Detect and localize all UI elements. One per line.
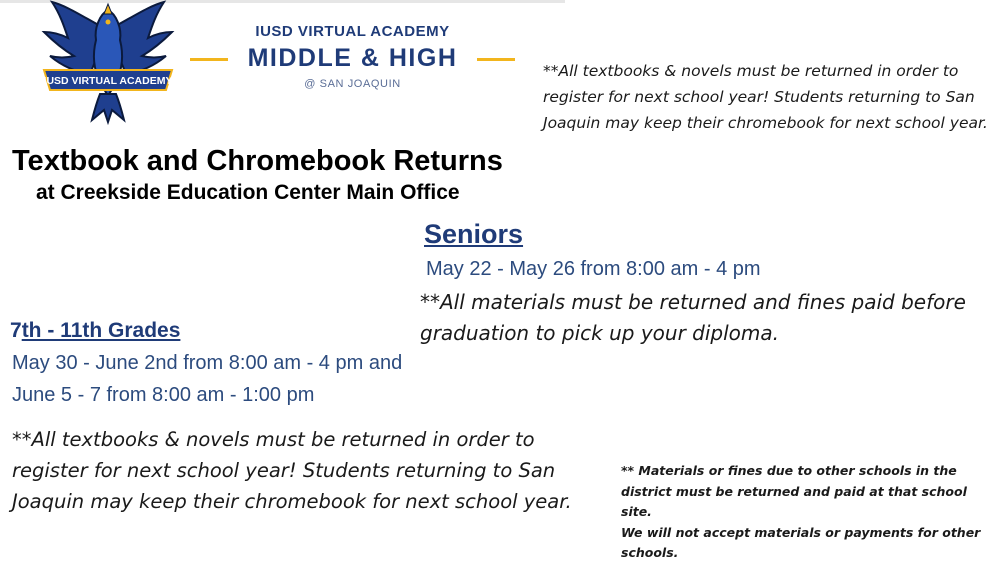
grades-heading-rest: th - 11th Grades <box>21 319 181 342</box>
gold-dash-right <box>477 58 515 61</box>
textbook-return-note-top: **All textbooks & novels must be returned in order to register for next school year! Students returning to San Joaquin may keep their chromebook for next school year. <box>543 62 988 132</box>
grades-heading <box>10 319 180 343</box>
logo-banner-text: IUSD VIRTUAL ACADEMY <box>43 75 173 87</box>
page-subtitle: at Creekside Education Center Main Office <box>36 181 460 204</box>
phoenix-logo <box>38 0 178 125</box>
academy-name: IUSD VIRTUAL ACADEMY <box>255 23 450 40</box>
grades-dates-line-1: May 30 - June 2nd from 8:00 am - 4 pm and <box>12 352 403 374</box>
grades-heading-prefix: 7 <box>10 319 22 342</box>
seniors-dates: May 22 - May 26 from 8:00 am - 4 pm <box>426 258 761 280</box>
program-title: MIDDLE & HIGH <box>247 44 458 72</box>
phoenix-logo-graphic <box>38 0 178 125</box>
program-title-row <box>190 44 515 74</box>
campus-name: @ SAN JOAQUIN <box>304 78 401 90</box>
gold-dash-left <box>190 58 228 61</box>
seniors-note: **All materials must be returned and fines paid before graduation to pick up your diploma. <box>420 290 966 345</box>
textbook-return-note-bottom: **All textbooks & novels must be returned in order to register for next school year! Students returning to San Joaquin may keep their chromebook for next school year. <box>12 428 572 513</box>
district-materials-note: ** Materials or fines due to other schools in the district must be returned and paid at that school site. We will not accept materials or payments for other schools. <box>621 463 981 560</box>
seniors-heading: Seniors <box>424 219 524 249</box>
grades-dates-line-2: June 5 - 7 from 8:00 am - 1:00 pm <box>12 384 315 406</box>
page-title: Textbook and Chromebook Returns <box>12 145 503 177</box>
